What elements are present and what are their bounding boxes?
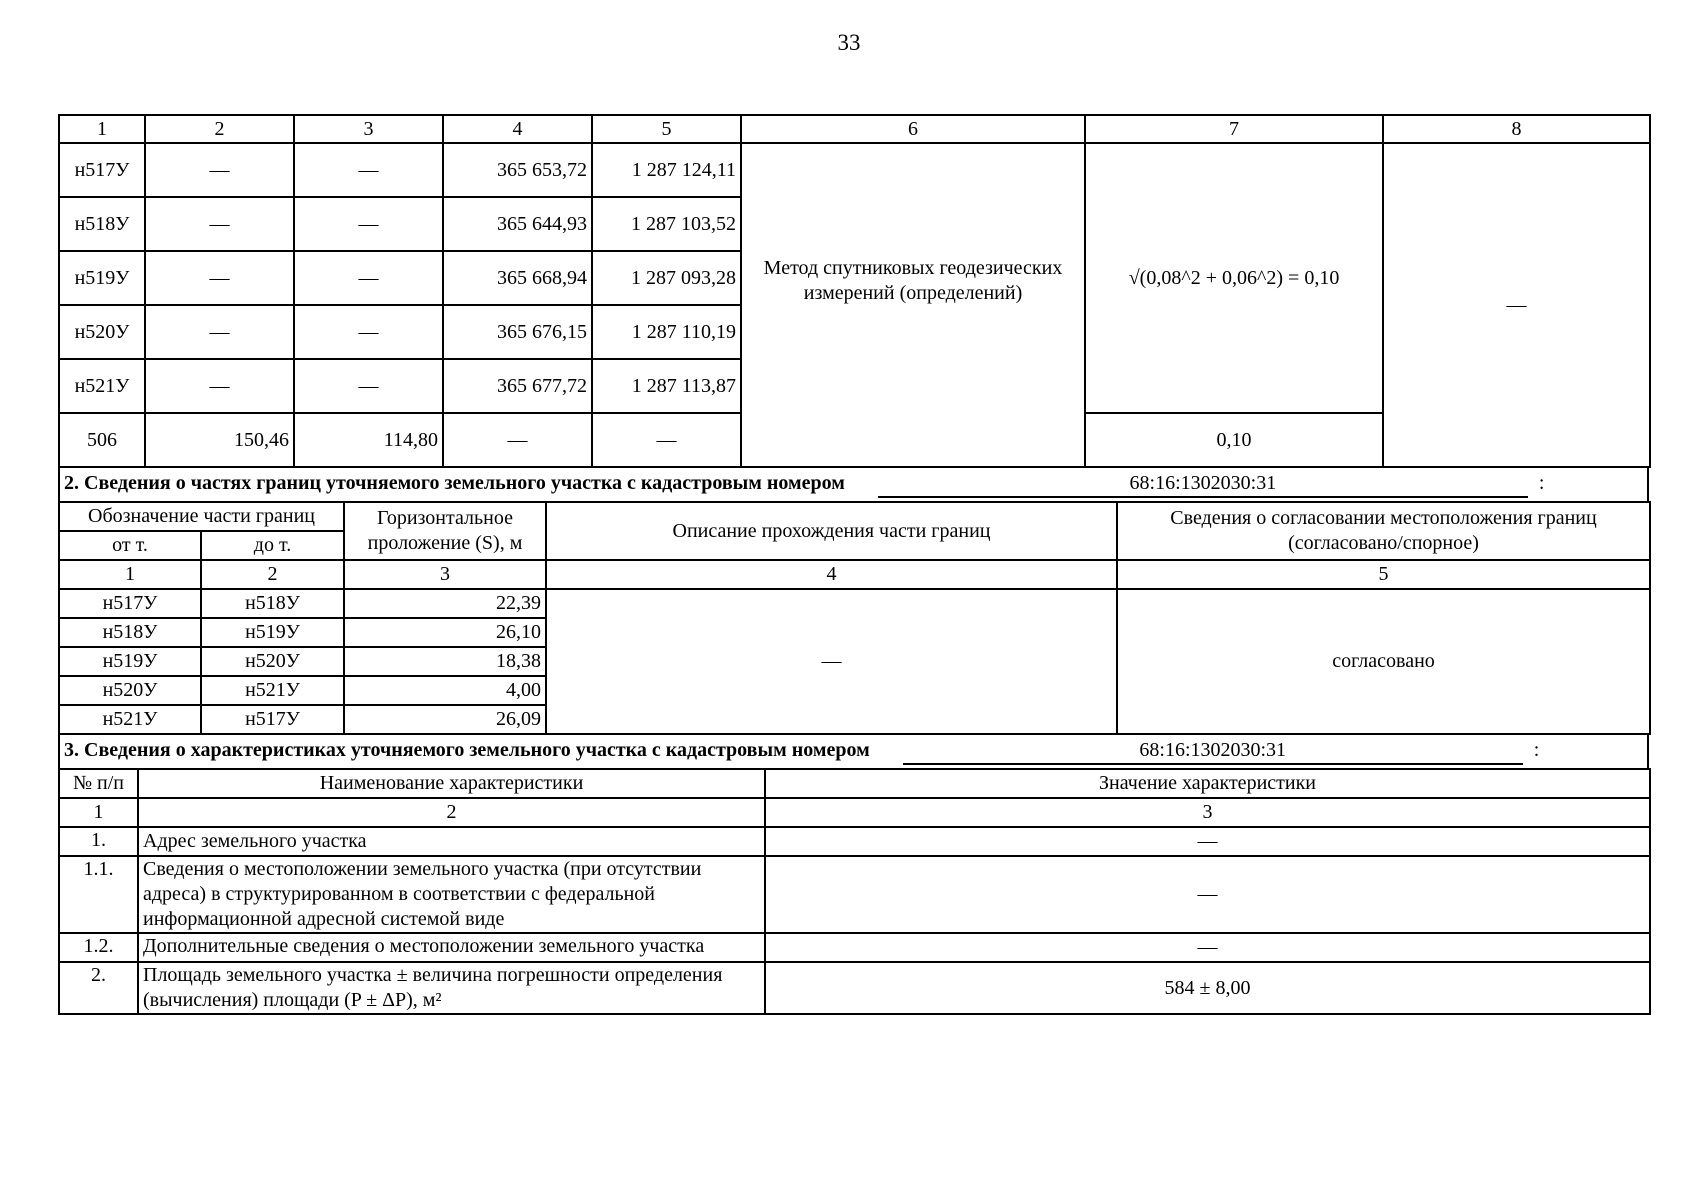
point-name: н519У	[59, 251, 145, 305]
coord-y: 1 287 110,19	[592, 305, 741, 359]
point-name: н521У	[59, 359, 145, 413]
from-point: н520У	[59, 676, 201, 705]
cell: —	[145, 359, 294, 413]
section3-title: 3. Сведения о характеристиках уточняемого земельного участка с кадастровым номером	[64, 739, 870, 761]
col-number: 7	[1085, 115, 1383, 143]
cell: —	[294, 359, 443, 413]
cell: —	[145, 143, 294, 197]
col-number: 3	[294, 115, 443, 143]
table-row	[59, 589, 1650, 618]
coord-x: —	[443, 413, 592, 467]
col-number: 6	[741, 115, 1085, 143]
document-body	[58, 114, 1649, 1015]
characteristic-name: Дополнительные сведения о местоположении земельного участка	[138, 933, 765, 962]
col-number: 1	[59, 560, 201, 589]
header-row	[59, 769, 1650, 798]
cell: —	[294, 305, 443, 359]
point-name: н518У	[59, 197, 145, 251]
cell: —	[294, 197, 443, 251]
section2-colon: :	[1538, 472, 1545, 494]
col8-value: —	[1383, 143, 1650, 467]
to-point: н520У	[201, 647, 344, 676]
coord-y: 1 287 103,52	[592, 197, 741, 251]
section2-cadastral-number: 68:16:1302030:31	[878, 471, 1528, 498]
table-row	[59, 827, 1650, 856]
name-header: Наименование характеристики	[138, 769, 765, 798]
characteristic-value: —	[765, 856, 1650, 933]
page-number: 33	[837, 30, 861, 55]
from-point: н517У	[59, 589, 201, 618]
horizontal-header: Горизонтальное проложение (S), м	[344, 502, 546, 560]
column-number-row	[59, 798, 1650, 827]
section3-cadastral-number: 68:16:1302030:31	[903, 738, 1523, 765]
characteristic-name: Сведения о местоположении земельного участка (при отсутствии адреса) в структурированном в соответствии с федеральной информационной адресной системой виде	[138, 856, 765, 933]
cell: —	[294, 251, 443, 305]
table-row	[59, 143, 1650, 197]
column-number-row	[59, 560, 1650, 589]
section3-title-cell	[59, 734, 1648, 769]
row-number: 1.1.	[59, 856, 138, 933]
value-header: Значение характеристики	[765, 769, 1650, 798]
num-header: № п/п	[59, 769, 138, 798]
horizontal-value: 26,10	[344, 618, 546, 647]
horizontal-value: 4,00	[344, 676, 546, 705]
row-number: 2.	[59, 962, 138, 1014]
point-name: н520У	[59, 305, 145, 359]
characteristic-value: —	[765, 827, 1650, 856]
description-header: Описание прохождения части границ	[546, 502, 1117, 560]
coord-x: 365 653,72	[443, 143, 592, 197]
coord-y: 1 287 124,11	[592, 143, 741, 197]
to-header: до т.	[201, 531, 344, 560]
description-value: —	[546, 589, 1117, 734]
table-row	[59, 856, 1650, 933]
accuracy-formula: √(0,08^2 + 0,06^2) = 0,10	[1085, 143, 1383, 413]
characteristic-name: Адрес земельного участка	[138, 827, 765, 856]
col-number: 2	[145, 115, 294, 143]
coord-x: 365 676,15	[443, 305, 592, 359]
col-number: 2	[138, 798, 765, 827]
boundary-parts-table	[58, 501, 1651, 735]
section2-title-table	[58, 466, 1649, 503]
to-point: н521У	[201, 676, 344, 705]
from-point: н521У	[59, 705, 201, 734]
col-number: 5	[1117, 560, 1650, 589]
col-number: 2	[201, 560, 344, 589]
coord-x: 365 668,94	[443, 251, 592, 305]
point-name: 506	[59, 413, 145, 467]
cell: —	[294, 143, 443, 197]
characteristic-value: —	[765, 933, 1650, 962]
part-designation-header: Обозначение части границ	[59, 502, 344, 531]
from-point: н519У	[59, 647, 201, 676]
method-cell	[741, 143, 1085, 467]
to-point: н517У	[201, 705, 344, 734]
agreement-value: согласовано	[1117, 589, 1650, 734]
coord-x: 365 644,93	[443, 197, 592, 251]
coord-y: —	[592, 413, 741, 467]
from-point: н518У	[59, 618, 201, 647]
to-point: н519У	[201, 618, 344, 647]
header-row	[59, 502, 1650, 531]
horizontal-value: 22,39	[344, 589, 546, 618]
agreement-header: Сведения о согласовании местоположения границ (согласовано/спорное)	[1117, 502, 1650, 560]
column-number-row	[59, 115, 1650, 143]
from-header: от т.	[59, 531, 201, 560]
cell: 114,80	[294, 413, 443, 467]
col-number: 3	[765, 798, 1650, 827]
to-point: н518У	[201, 589, 344, 618]
row-number: 1.2.	[59, 933, 138, 962]
horizontal-value: 18,38	[344, 647, 546, 676]
table-row	[59, 962, 1650, 1014]
horizontal-value: 26,09	[344, 705, 546, 734]
col-number: 1	[59, 798, 138, 827]
accuracy-506: 0,10	[1085, 413, 1383, 467]
col-number: 5	[592, 115, 741, 143]
cell: —	[145, 305, 294, 359]
cell: 150,46	[145, 413, 294, 467]
characteristics-table	[58, 768, 1651, 1015]
section3-title-table	[58, 733, 1649, 770]
col-number: 4	[443, 115, 592, 143]
table-row	[59, 933, 1650, 962]
col-number: 4	[546, 560, 1117, 589]
coord-y: 1 287 113,87	[592, 359, 741, 413]
col-number: 1	[59, 115, 145, 143]
row-number: 1.	[59, 827, 138, 856]
characteristic-name: Площадь земельного участка ± величина погрешности определения (вычисления) площади (P ± ΔP), м²	[138, 962, 765, 1014]
coord-y: 1 287 093,28	[592, 251, 741, 305]
cell: —	[145, 197, 294, 251]
section2-title-cell	[59, 467, 1648, 502]
section2-title: 2. Сведения о частях границ уточняемого земельного участка с кадастровым номером	[64, 472, 845, 494]
col-number: 3	[344, 560, 546, 589]
point-name: н517У	[59, 143, 145, 197]
section3-colon: :	[1533, 739, 1540, 761]
coordinates-table	[58, 114, 1651, 468]
coord-x: 365 677,72	[443, 359, 592, 413]
cell: —	[145, 251, 294, 305]
characteristic-value: 584 ± 8,00	[765, 962, 1650, 1014]
method-text: Метод спутниковых геодезических измерений (определений)	[763, 257, 1063, 304]
col-number: 8	[1383, 115, 1650, 143]
